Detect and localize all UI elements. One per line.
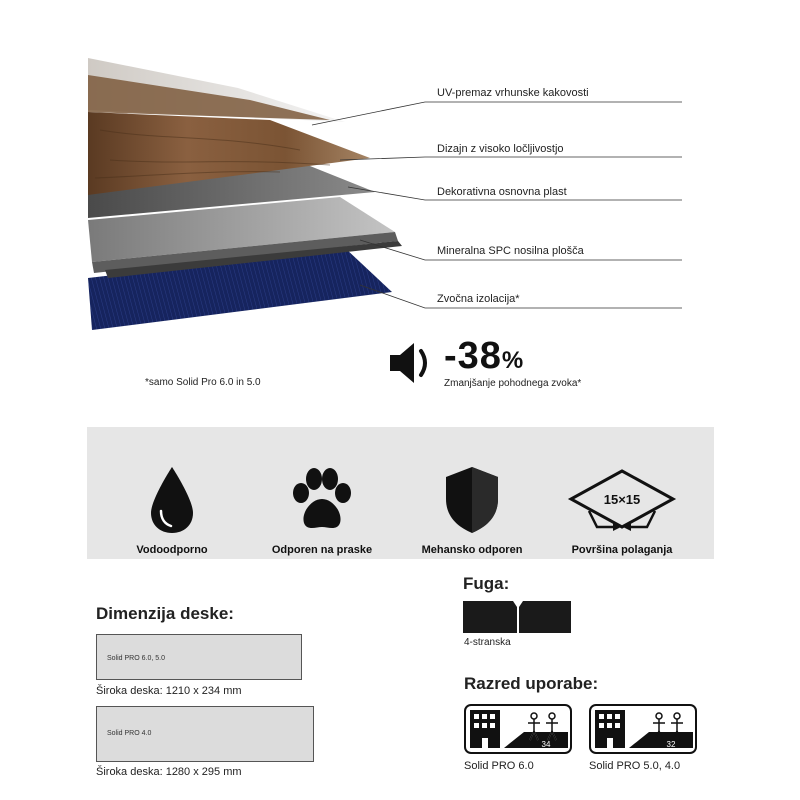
plank-size: Široka deska: 1210 x 234 mm <box>96 685 242 697</box>
plank-name: Solid PRO 6.0, 5.0 <box>107 655 165 662</box>
leader-line-acoustic <box>360 285 682 308</box>
speaker-icon <box>388 339 438 387</box>
plank-swatch-1 <box>96 634 302 680</box>
usage-class-icon-32 <box>589 704 697 754</box>
footnote: *samo Solid Pro 6.0 in 5.0 <box>145 377 261 388</box>
layer-label-design: Dizajn z visoko ločljivostjo <box>437 143 564 155</box>
layer-diagram <box>0 0 800 340</box>
leader-line-design <box>340 157 682 160</box>
sound-reduction-value: -38% <box>444 335 525 377</box>
usage-class-caption: Solid PRO 5.0, 4.0 <box>589 760 681 772</box>
feature-mechanical-resistant <box>397 427 547 559</box>
layer-label-uv: UV-premaz vrhunske kakovosti <box>437 87 589 99</box>
plank-size: Široka deska: 1280 x 295 mm <box>96 766 242 778</box>
usage-class-number: 32 <box>666 740 676 749</box>
sound-reduction <box>388 335 628 395</box>
feature-laying-area <box>547 427 697 559</box>
sound-reduction-caption: Zmanjšanje pohodnega zvoka* <box>444 378 582 389</box>
plank-swatch-2 <box>96 706 314 762</box>
feature-label: Vodoodporno <box>136 544 208 556</box>
feature-label: Površina polaganja <box>571 544 673 556</box>
bevel-joint-icon <box>463 601 571 633</box>
usage-class-number: 34 <box>541 740 551 749</box>
feature-scratch-resistant <box>247 427 397 559</box>
features-band <box>87 427 714 559</box>
usage-class-icon-34 <box>464 704 572 754</box>
layer-label-acoustic: Zvočna izolacija* <box>437 293 520 305</box>
feature-label: Mehansko odporen <box>421 544 523 556</box>
layer-label-base: Dekorativna osnovna plast <box>437 186 567 198</box>
usage-class-title: Razred uporabe: <box>464 674 599 693</box>
fuga-caption: 4-stranska <box>464 637 511 648</box>
layer-label-spc: Mineralna SPC nosilna plošča <box>437 245 584 257</box>
leader-line-uv <box>312 102 682 125</box>
usage-class-caption: Solid PRO 6.0 <box>464 760 534 772</box>
fuga-title: Fuga: <box>463 574 510 593</box>
sound-reduction-unit: % <box>501 347 525 374</box>
feature-waterproof <box>97 427 247 559</box>
dimensions-title: Dimenzija deske: <box>96 604 234 623</box>
paw-icon <box>287 465 357 535</box>
shield-icon <box>442 465 502 535</box>
water-drop-icon <box>147 465 197 535</box>
area-icon-text: 15×15 <box>603 492 641 507</box>
feature-label: Odporen na praske <box>271 544 373 556</box>
plank-name: Solid PRO 4.0 <box>107 730 152 737</box>
area-icon <box>567 467 677 537</box>
